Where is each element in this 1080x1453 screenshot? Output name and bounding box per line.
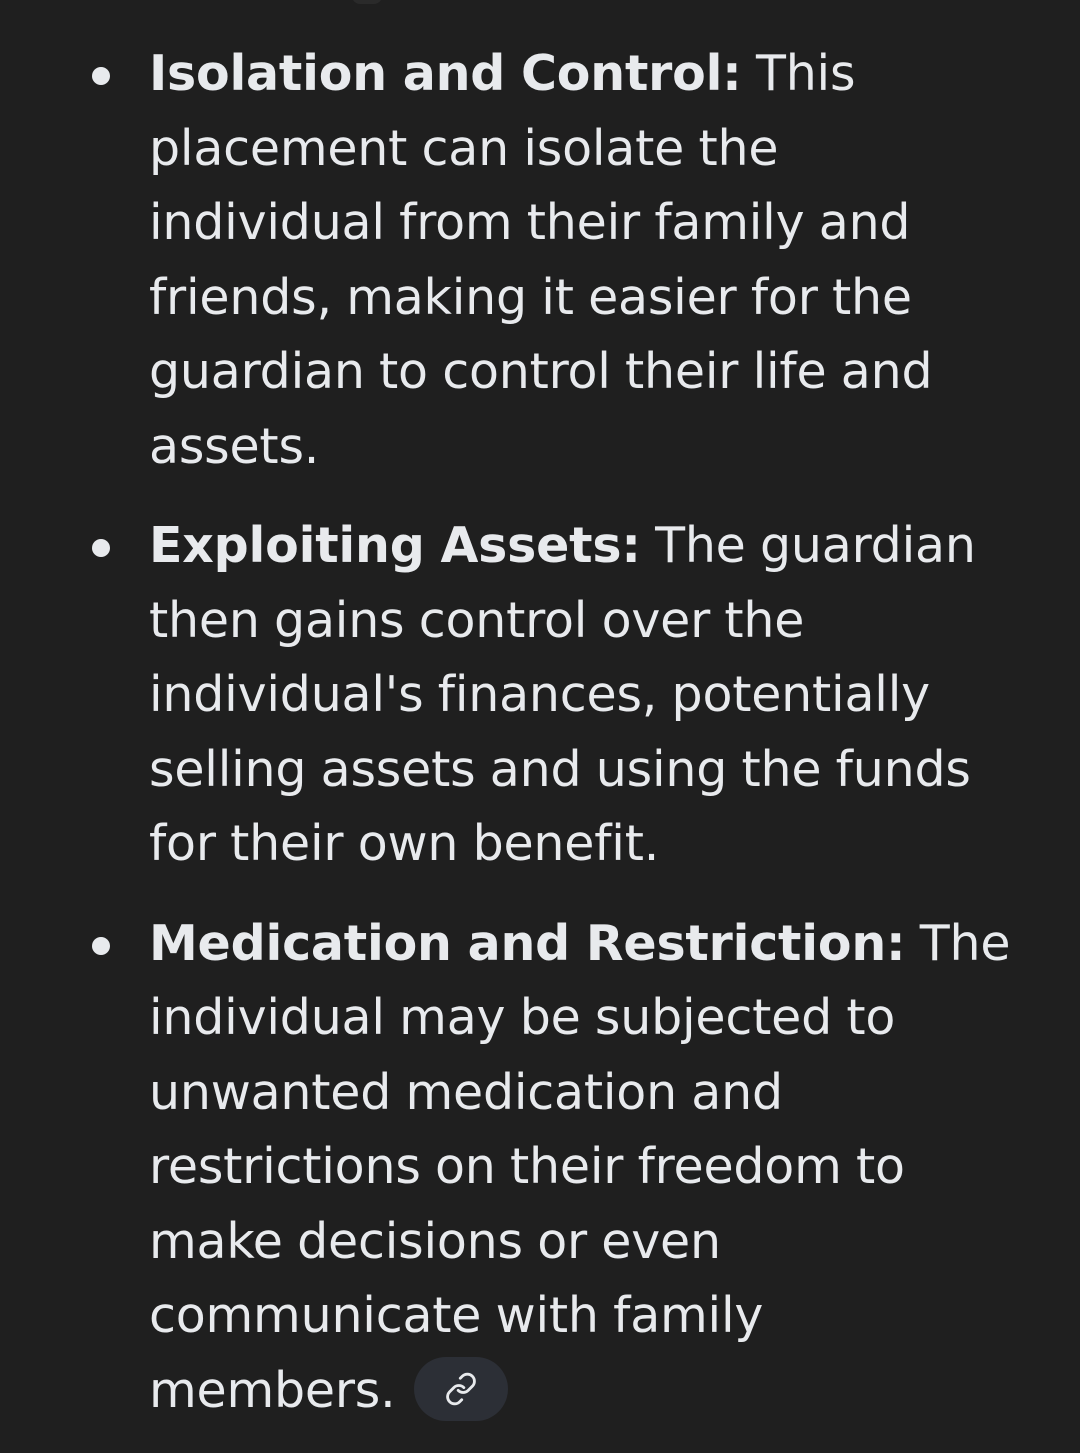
bullet-list [0,37,1080,1453]
bullet-point [92,67,110,85]
source-link-button[interactable] [414,1357,508,1421]
item-text: The guardian then gains control over the individual's finances, potentially selling assets and using the funds for their own benefit. [149,517,976,872]
item-text: This placement can isolate the individual from their family and friends, making it easier for the guardian to control their life and assets. [149,45,933,475]
bullet-point [92,937,110,955]
list-item [0,37,1024,484]
item-term: Isolation and Control: [149,45,742,102]
link-icon [444,1372,478,1406]
item-term: Medication and Restriction: [149,914,906,972]
cropped-text-fragment [352,0,382,4]
item-term: Exploiting Assets: [149,517,641,574]
list-item [0,509,1024,882]
list-item [0,907,1024,1429]
bullet-point [92,539,110,557]
item-text: The individual may be subjected to unwanted medication and restrictions on their freedom to make decisions or even communicate with family members. [149,914,1011,1419]
